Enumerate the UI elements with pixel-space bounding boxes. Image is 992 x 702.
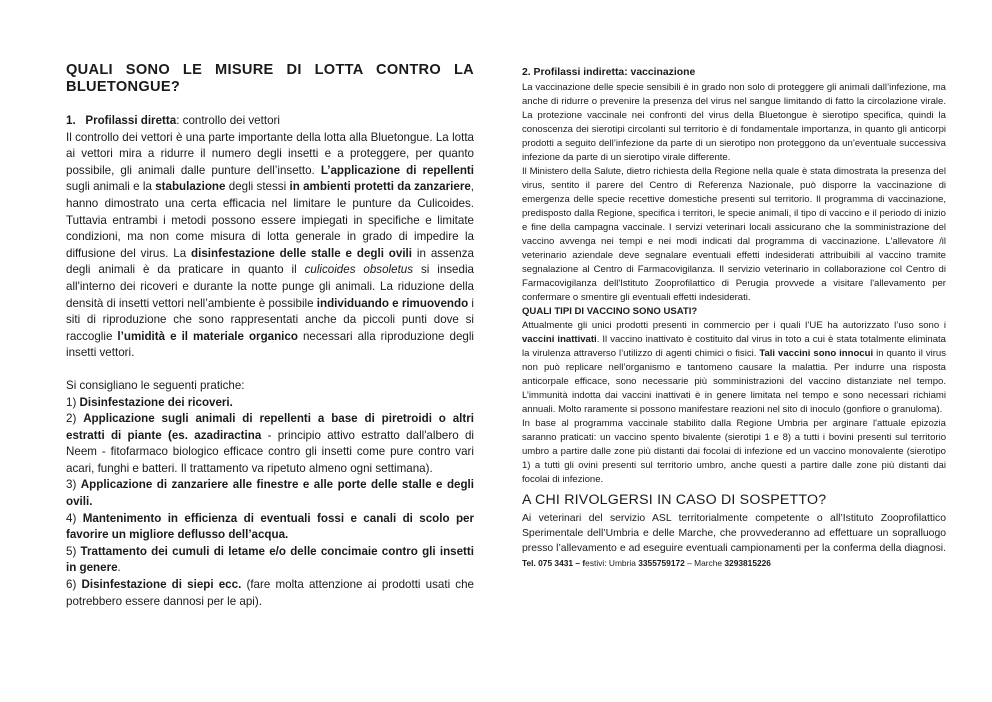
practice-rest: . <box>117 561 121 575</box>
vector-control-paragraph <box>66 130 474 362</box>
practice-number: 5) <box>66 544 81 558</box>
contact-festivi-label: estivi: Umbria <box>585 558 639 568</box>
practice-rest: (fare molta attenzione ai prodotti usati che potrebbero essere dannosi per le api). <box>66 578 474 608</box>
left-column <box>66 62 474 610</box>
contact-text: Ai veterinari del servizio ASL territorialmente competente o all’Istituto Zooprofilattico Sperimentale dell’Umbria e delle Marche, che provvederanno ad effettuare un sopralluogo presso l’allevamento e ad eseguire eventuali campionamenti per la conferma della diagnosi. <box>522 513 946 554</box>
text-run: . Il vaccino inattivato è costituito dal virus in toto a cui è stata totalmente eliminata la virulenza attraverso l’utilizzo di agenti chimici o fisici. <box>522 334 946 359</box>
contact-paragraph <box>522 511 946 571</box>
section1-number: 1. <box>66 114 76 127</box>
text-run-bold: individuando e rimuovendo <box>316 296 469 310</box>
text-run-bold: l’umidità e il materiale organico <box>117 329 298 343</box>
text-run: , hanno dimostrato una certa efficacia nel limitare le punture da Culicoides. Tuttavia entrambi i metodi possono essere impiegati in specifiche e limitate condizioni, ma non come misura di lotta generale in grado di impedire la diffusione del virus. La <box>66 180 475 260</box>
contact-title: A CHI RIVOLGERSI IN CASO DI SOSPETTO? <box>522 492 827 508</box>
text-run: necessari alla riproduzione degli insetti vettori. <box>66 329 474 360</box>
practices-list <box>66 395 474 611</box>
section2-title: 2. Profilassi indiretta: vaccinazione <box>522 67 696 78</box>
practice-number: 4) <box>66 511 83 525</box>
text-run-bold: disinfestazione delle stalle e degli ovili <box>191 246 413 260</box>
practice-bold: Applicazione di zanzariere alle finestre e alle porte delle stalle e degli ovili. <box>66 478 474 509</box>
text-run: in assenza degli animali è da praticare in quanto il <box>66 246 474 277</box>
vaccination-paragraph: La vaccinazione delle specie sensibili è in grado non solo di proteggere gli animali dall’infezione, ma anche di ridurre o prevenire la presenza del virus nel sangue limitando di fatto la circolazione virale. La protezione vaccinale nei confronti del virus della Bluetongue è sierotipo specifica, quindi la conoscenza dei sierotipi circolanti sul territorio è di fondamentale importanza, in quanto gli anticorpi prodotti a seguito dell’infezione da parte di un sierotipo non proteggono da un’eventuale successiva infezione da parte di un sierotipo virale differente. <box>522 82 946 163</box>
practice-item <box>66 544 474 577</box>
section1-heading: Profilassi diretta <box>85 114 177 127</box>
vaccine-types-paragraph <box>522 319 946 417</box>
practices-intro: Si consigliano le seguenti pratiche: <box>66 378 245 392</box>
contact-marche-label: – Marche <box>684 558 725 568</box>
text-run: Attualmente gli unici prodotti presenti in commercio per i quali l’UE ha autorizzato l’uso sono i <box>522 320 946 331</box>
text-run: Il controllo dei vettori è una parte importante della lotta alla Bluetongue. La lotta ai vettori mira a ridurre il numero degli insetti e a proteggere, per quanto possibile, gli animali dalle punture dell’insetto. <box>66 130 474 177</box>
ministry-paragraph: Il Ministero della Salute, dietro richiesta della Regione nella quale è stata dimostrata la presenza del virus, sentito il parere del Centro di Referenza Nazionale, può disporre la vaccinazione di emergenza delle specie recettive domestiche presenti sul territorio. Il programma di vaccinazione, predisposto dalla Regione, specifica i territori, le specie animali, il tipo di vaccino e il periodo di inizio e fine della campagna vaccinale. I servizi veterinari locali assicurano che la somministrazione del vaccino avvenga nei tempi e nei modi indicati dal programma di vaccinazione. L'allevatore /il veterinario aziendale deve segnalare eventuali effetti indesiderati attribuibili al vaccino tramite segnalazione al Centro di Farmacovigilanza. Il servizio veterinario in collaborazione col Centro di Farmacovigilanza dell'Istituto Zooprofilattico di Perugia provvede a visitare l'allevamento per confermare o smentire gli eventuali effetti indesiderati. <box>522 166 946 303</box>
contact-umbria-phone: 3355759172 <box>638 558 685 568</box>
text-run-bold: stabulazione <box>155 180 226 194</box>
contact-marche-phone: 3293815226 <box>724 558 771 568</box>
section1-heading-rest: : controllo dei vettori <box>176 114 280 127</box>
text-run-bold: in ambienti protetti da zanzariere <box>289 180 471 194</box>
text-run-bold: Tali vaccini sono innocui <box>759 348 874 359</box>
text-run-italic: culicoides obsoletus <box>304 263 414 277</box>
practice-number: 2) <box>66 412 84 426</box>
practice-item <box>66 511 474 544</box>
practice-number: 1) <box>66 395 80 409</box>
umbria-program-paragraph: In base al programma vaccinale stabilito dalla Regione Umbria per arginare l'attuale epizozia saranno praticati: un vaccino spento bivalente (sierotipi 1 e 8) a tutti i bovini presenti sul territorio umbro a partire dalle zone più distanti dai focolai di infezione ed un vaccino monovalente (sierotipo 1) a tutti gli ovini presenti sul territorio umbro, anche questi a partire dalle zone più distanti dai focolai di infezione. <box>522 418 946 485</box>
practice-item <box>66 411 474 477</box>
practice-bold: Trattamento dei cumuli di letame e/o delle concimaie contro gli insetti in genere <box>66 544 474 575</box>
practice-bold: Applicazione sugli animali di repellenti a base di piretroidi o altri estratti di piante (es. azadiractina <box>66 412 474 442</box>
text-run: si insedia all'interno dei ricoveri e durante la notte punge gli animali. La riduzione della densità di insetti vettori nell’ambiente è possibile <box>66 263 474 310</box>
practice-number: 6) <box>66 578 82 592</box>
practice-bold: Disinfestazione dei ricoveri. <box>79 395 233 409</box>
contact-phone-label: Tel. 075 3431 – f <box>522 558 586 568</box>
text-run: in quanto il virus non può replicare nell’organismo e tantomeno causare la malattia. Per indurre una risposta anticorpale efficace, sono necessarie più somministrazioni del vaccino distanziate nel tempo. L’immunità indotta dai vaccini inattivati è in genere limitata nel tempo e sono necessari richiami annuali. Molto raramente si possono manifestare reazioni nel sito di inoculo (gonfiore o granuloma). <box>522 348 946 415</box>
vaccine-types-title: QUALI TIPI DI VACCINO SONO USATI? <box>522 306 698 317</box>
text-run: sugli animali e la <box>66 180 156 194</box>
text-run-bold: vaccini inattivati <box>522 334 597 345</box>
practice-rest: - principio attivo estratto dall'albero di Neem - fitofarmaco biologico efficace contro gli insetti come pure contro vari acari, funghi e batteri. Il trattamento va ripetuto almeno ogni settimana). <box>66 428 474 475</box>
text-run: degli stessi <box>225 180 290 194</box>
practice-item <box>66 395 474 412</box>
practice-bold: Disinfestazione di siepi ecc. <box>81 578 242 592</box>
practice-item <box>66 477 474 510</box>
text-run: i siti di riproduzione che sono rappresentati anche da piccoli punti dove si raccoglie <box>66 296 474 343</box>
practice-number: 3) <box>66 478 81 492</box>
practice-item <box>66 577 474 610</box>
section1-title <box>66 113 474 130</box>
right-column <box>522 66 946 571</box>
page-title: QUALI SONO LE MISURE DI LOTTA CONTRO LA BLUETONGUE? <box>66 62 474 95</box>
text-run-bold: L’applicazione di repellenti <box>320 163 475 177</box>
practice-bold: Mantenimento in efficienza di eventuali fossi e canali di scolo per favorire un migliore deflusso dell’acqua. <box>66 511 474 542</box>
spacer <box>66 362 474 378</box>
